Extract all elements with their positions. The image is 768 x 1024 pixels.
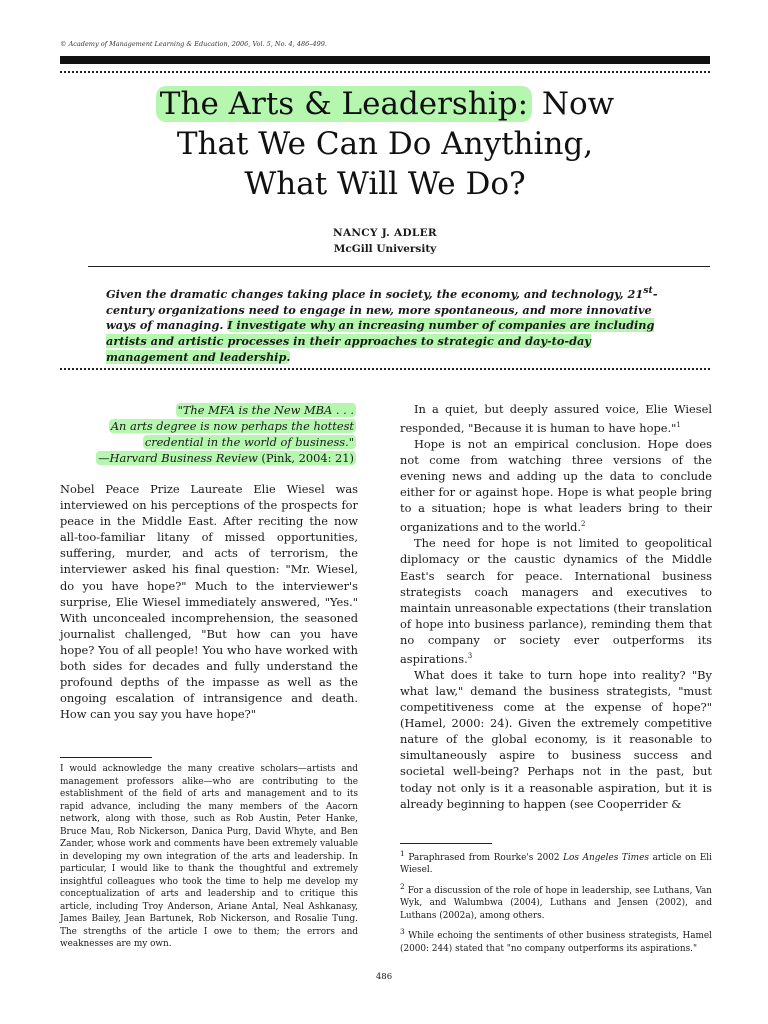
acknowledgment-footnote: I would acknowledge the many creative scholars—artists and management professors alike—who are contributing to the establishment of the field of arts and management and to its rapid advance, including the many members of the Aacorn network, along with those, such as Rob Austin, Peter Hanke, Bruce Mau, Rob Nickerson, Danica Purg, David Whyte, and Ben Zander, whose work and comments have been extremely valuable in developing my own integration of the arts and leadership. In particular, I would like to thank the thoughtful and extremely insightful colleagues who took the time to help me develop my conceptualization of arts and leadership and to critique this article, including Troy Anderson, Ariane Antal, Neal Ashkanasy, James Bailey, Jean Bartunek, Rob Nickerson, and Rosalie Tung. The strengths of the article I owe to them; the errors and weaknesses are my own. — [60, 764, 358, 949]
epigraph-source: —Harvard Business Review — [98, 451, 258, 466]
dotted-divider-bottom — [60, 368, 710, 370]
abstract-text-2: -century organizations need to engage in new, more spontaneous, and more innovative ways of managing. — [106, 286, 658, 333]
article-title — [60, 84, 710, 204]
footnote-1: $^1$ Paraphrased from Rourke's 2002 Los Angeles Times article on Eli Wiesel. — [400, 849, 712, 876]
abstract — [106, 283, 668, 366]
title-line2: That We Can Do Anything, — [176, 126, 594, 162]
paragraph: What does it take to turn hope into reality? "By what law," demand the business strategists, "must competitiveness come at the expense of hope?" (Hamel, 2000: 24). Given the extremely competitive nature of the global economy, is it reasonable to simultaneously aspire to business success and societal well-being? Perhaps not in the past, but today not only is it a reasonable aspiration, but it is already beginning to happen (see Cooperrider & — [400, 667, 712, 811]
footnote-ref-2: 2 — [581, 520, 586, 529]
epigraph-line-1: "The MFA is the New MBA . . . — [177, 403, 354, 417]
journal-citation — [60, 40, 327, 48]
author-affiliation: McGill University — [333, 243, 437, 255]
epigraph-line-3: credential in the world of business." — [144, 435, 354, 450]
footnote-ref-1: 1 — [676, 421, 681, 430]
body-column-right — [400, 401, 712, 812]
epigraph-citation: (Pink, 2004: 21) — [257, 451, 354, 466]
paragraph: Hope is not an empirical conclusion. Hope does not come from watching three versions of the evening news and adding up the data to conclude either for or against hope. Hope is what people bring to a situation; hope is what leaders bring to their organizations and to the world.$^2$ — [400, 436, 712, 535]
title-line1-rest: Now — [532, 86, 615, 122]
abstract-text-1: Given the dramatic changes taking place in society, the economy, and technology, 21 — [106, 286, 644, 301]
footnote-rule-left — [60, 757, 152, 758]
footnote-rule-right — [400, 843, 492, 844]
copyright-symbol: © — [60, 40, 67, 48]
abstract-superscript: st — [643, 285, 653, 296]
highlighted-title-phrase: The Arts & Leadership: — [156, 86, 532, 122]
abstract-highlighted-text: I investigate why an increasing number of companies are including artists and artistic processes in their approaches to strategic and day-to-day management and leadership. — [106, 318, 655, 364]
abstract-rule — [88, 266, 710, 267]
epigraph-line-2: An arts degree is now perhaps the hottest — [110, 419, 354, 434]
title-line3: What Will We Do? — [244, 166, 526, 202]
author-block — [60, 225, 710, 257]
header-rule — [60, 56, 710, 64]
footnote-2: $^2$ For a discussion of the role of hope in leadership, see Luthans, Van Wyk, and Walumbwa (2004), Luthans and Jensen (2002), and Luthans (2002a), among others. — [400, 881, 712, 921]
citation-text: Academy of Management Learning & Education, 2006, Vol. 5, No. 4, 486–499. — [68, 40, 327, 48]
footnote-ref-3: 3 — [467, 652, 473, 660]
epigraph — [88, 402, 356, 466]
body-column-left — [60, 481, 358, 722]
paragraph: The need for hope is not limited to geopolitical diplomacy or the caustic dynamics of the Middle East's search for peace. International business strategists coach managers and executives to maintain unreasonable expectations (their translation of hope into business parlance), reminding them that no company or society ever outperforms its aspirations.$^3$ — [400, 536, 712, 666]
footnotes — [400, 848, 712, 959]
footnote-3: $^3$ While echoing the sentiments of other business strategists, Hamel (2000: 244) stated that "no company outperforms its aspirations." — [400, 927, 712, 954]
page-number: 486 — [375, 972, 393, 982]
dotted-divider-top — [60, 71, 710, 73]
paragraph: Nobel Peace Prize Laureate Elie Wiesel was interviewed on his perceptions of the prospects for peace in the Middle East. After reciting the now all-too-familiar litany of missed opportunities, suffering, murder, and acts of terrorism, the interviewer asked his final question: "Mr. Wiesel, do you have hope?" Much to the interviewer's surprise, Elie Wiesel immediately answered, "Yes." With unconcealed incomprehension, the seasoned journalist challenged, "But how can you have hope? You of all people! You who have worked with both sides for decades and fully understand the profound depths of the impasse as well as the ongoing escalation of intransigence and death. How can you say you have hope?" — [60, 482, 358, 722]
author-name: NANCY J. ADLER — [333, 227, 437, 239]
paragraph: In a quiet, but deeply assured voice, Elie Wiesel responded, "Because it is human to have hope."$^1$ — [400, 402, 712, 435]
